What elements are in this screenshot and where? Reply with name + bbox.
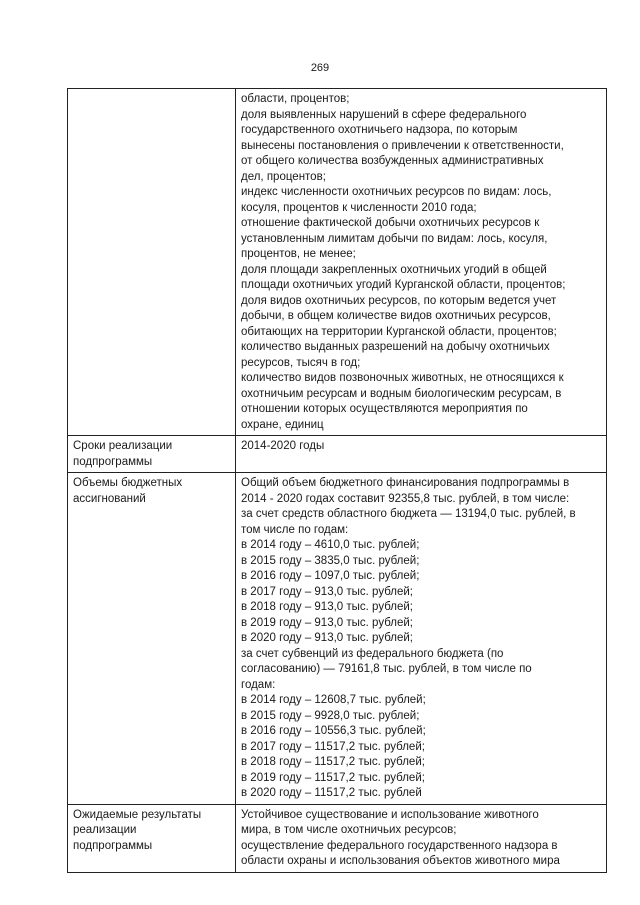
content-line: количество выданных разрешений на добычу охотничьих <box>241 341 550 353</box>
label-line: Объемы бюджетных <box>73 477 183 489</box>
content-line: в 2014 году – 4610,0 тыс. рублей; <box>241 539 420 551</box>
content-line: в 2015 году – 3835,0 тыс. рублей; <box>241 554 420 567</box>
label-line: Сроки реализации <box>73 440 173 452</box>
content-line: доля выявленных нарушений в сфере федерального <box>241 108 527 121</box>
row-content-cell <box>236 89 607 436</box>
content-line: добычи, в общем количестве видов охотничьих ресурсов, <box>241 310 551 322</box>
row-content-cell <box>236 804 607 872</box>
content-line: доля видов охотничьих ресурсов, по которым ведется учет <box>241 294 557 307</box>
content-line: охране, единиц <box>241 418 324 431</box>
content-line: площади охотничьих угодий Курганской области, процентов; <box>241 279 566 291</box>
label-line: подпрограммы <box>73 455 153 468</box>
content-line: индекс численности охотничьих ресурсов по видам: лось, <box>241 186 552 198</box>
content-line: вынесены постановления о привлечении к ответственности, <box>241 139 564 152</box>
content-line: за счет средств областного бюджета — 13194,0 тыс. рублей, в <box>241 508 576 520</box>
content-line: косуля, процентов к численности 2010 года; <box>241 201 477 214</box>
content-line: том числе по годам: <box>241 523 349 536</box>
label-line: реализации <box>73 824 137 836</box>
content-line: Общий объем бюджетного финансирования подпрограммы в <box>241 477 570 489</box>
table-row <box>68 804 607 872</box>
label-line: ассигнований <box>73 492 146 505</box>
content-line: в 2018 году – 11517,2 тыс. рублей; <box>241 756 425 768</box>
content-line: 2014-2020 годы <box>241 440 325 452</box>
content-line: ресурсов, тысяч в год; <box>241 356 361 369</box>
row-label-cell <box>68 436 236 473</box>
row-content-cell <box>236 473 607 805</box>
content-line: за счет субвенций из федерального бюджета (по <box>241 647 504 660</box>
content-line: дел, процентов; <box>241 170 326 183</box>
content-line: установленным лимитам добычи по видам: лось, косуля, <box>241 232 548 245</box>
content-line: осуществление федерального государственного надзора в <box>241 839 558 852</box>
content-line: области охраны и использования объектов животного мира <box>241 855 560 867</box>
label-line: Ожидаемые результаты <box>73 808 202 821</box>
content-line: в 2017 году – 11517,2 тыс. рублей; <box>241 740 425 753</box>
content-line: отношение фактической добычи охотничьих ресурсов к <box>241 217 540 229</box>
content-line: 2014 - 2020 годах составит 92355,8 тыс. рублей, в том числе: <box>241 492 570 505</box>
content-line: доля площади закрепленных охотничьих угодий в общей <box>241 263 547 276</box>
content-line: в 2016 году – 1097,0 тыс. рублей; <box>241 570 420 582</box>
content-line: отношении которых осуществляются мероприятия по <box>241 403 528 415</box>
content-line: согласованию) — 79161,8 тыс. рублей, в том числе по <box>241 663 532 675</box>
table-row <box>68 89 607 436</box>
content-line: Устойчивое существование и использование животного <box>241 808 539 821</box>
content-line: области, процентов; <box>241 93 350 105</box>
table-row <box>68 473 607 805</box>
table-row <box>68 436 607 473</box>
content-line: количество видов позвоночных животных, не относящихся к <box>241 372 564 384</box>
content-line: мира, в том числе охотничьих ресурсов; <box>241 824 457 836</box>
row-label-cell <box>68 804 236 872</box>
content-line: в 2020 году – 11517,2 тыс. рублей <box>241 787 422 799</box>
page-number: 269 <box>310 62 330 74</box>
content-line: годам: <box>241 678 276 691</box>
content-line: в 2019 году – 11517,2 тыс. рублей; <box>241 771 425 784</box>
content-line: обитающих на территории Курганской области, процентов; <box>241 325 557 338</box>
row-content-cell <box>236 436 607 473</box>
row-label-cell <box>68 89 236 436</box>
content-line: процентов, не менее; <box>241 248 356 260</box>
content-line: в 2016 году – 10556,3 тыс. рублей; <box>241 725 426 737</box>
label-line: подпрограммы <box>73 839 153 852</box>
content-line: от общего количества возбужденных административных <box>241 155 544 167</box>
program-passport-table <box>67 88 607 873</box>
content-line: государственного охотничьего надзора, по которым <box>241 124 518 136</box>
content-line: в 2014 году – 12608,7 тыс. рублей; <box>241 694 426 706</box>
row-label-cell <box>68 473 236 805</box>
content-line: охотничьим ресурсам и водным биологическим ресурсам, в <box>241 387 562 400</box>
content-line: в 2017 году – 913,0 тыс. рублей; <box>241 585 414 598</box>
content-line: в 2019 году – 913,0 тыс. рублей; <box>241 616 414 629</box>
content-line: в 2018 году – 913,0 тыс. рублей; <box>241 601 414 613</box>
content-line: в 2020 году – 913,0 тыс. рублей; <box>241 632 414 644</box>
content-line: в 2015 году – 9928,0 тыс. рублей; <box>241 709 420 722</box>
